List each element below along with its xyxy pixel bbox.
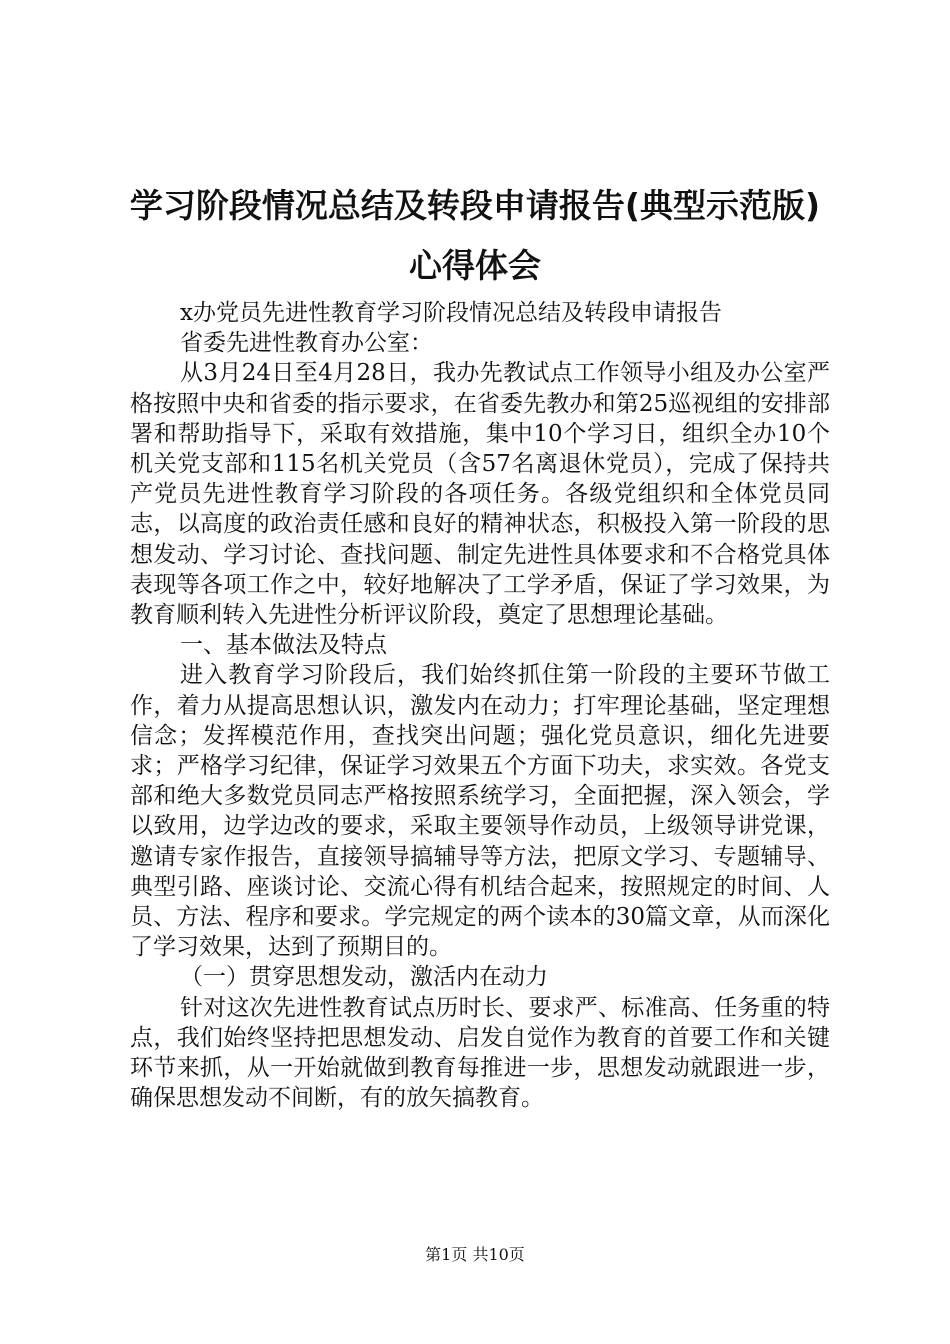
document-title: 学习阶段情况总结及转段申请报告(典型示范版)心得体会 bbox=[129, 186, 821, 285]
salutation: 省委先进性教育办公室： bbox=[180, 330, 433, 357]
paragraph-mobilization: 针对这次先进性教育试点历时长、要求严、标准高、任务重的特点，我们始终坚持把思想发动、启发自觉作为教育的首要工作和关键环节来抓，从一开始就做到教育每推进一步，思想发动就跟进一步，确保思想发动不间断，有的放矢搞教育。 bbox=[130, 994, 830, 1112]
section-heading-1: 一、基本做法及特点 bbox=[180, 632, 387, 659]
paragraph-intro: 从3月24日至4月28日，我办先教试点工作领导小组及办公室严格按照中央和省委的指示要求，在省委先教办和第25巡视组的安排部署和帮助指导下，采取有效措施，集中10个学习日，组织全办10个机关党支部和115名机关党员（含57名离退休党员），完成了保持共产党员先进性教育学习阶段的各项任务。各级党组织和全体党员同志，以高度的政治责任感和良好的精神状态，积极投入第一阶段的思想发动、学习讨论、查找问题、制定先进性具体要求和不合格党具体表现等各项工作之中，较好地解决了工学矛盾，保证了学习效果，为教育顺利转入先进性分析评议阶段，奠定了思想理论基础。 bbox=[130, 360, 830, 629]
subsection-heading-1: （一）贯穿思想发动，激活内在动力 bbox=[180, 964, 548, 991]
document-body bbox=[130, 298, 830, 1113]
paragraph-methods: 进入教育学习阶段后，我们始终抓住第一阶段的主要环节做工作，着力从提高思想认识，激发内在动力；打牢理论基础，坚定理想信念；发挥模范作用，查找突出问题；强化党员意识，细化先进要求；严格学习纪律，保证学习效果五个方面下功夫，求实效。各党支部和绝大多数党员同志严格按照系统学习，全面把握，深入领会，学以致用，边学边改的要求，采取主要领导作动员，上级领导讲党课，邀请专家作报告，直接领导搞辅导等方法，把原文学习、专题辅导、典型引路、座谈讨论、交流心得有机结合起来，按照规定的时间、人员、方法、程序和要求。学完规定的两个读本的30篇文章，从而深化了学习效果，达到了预期目的。 bbox=[130, 662, 830, 961]
report-heading: x办党员先进性教育学习阶段情况总结及转段申请报告 bbox=[180, 300, 722, 326]
page-footer: 第1页 共10页 bbox=[425, 1245, 525, 1264]
